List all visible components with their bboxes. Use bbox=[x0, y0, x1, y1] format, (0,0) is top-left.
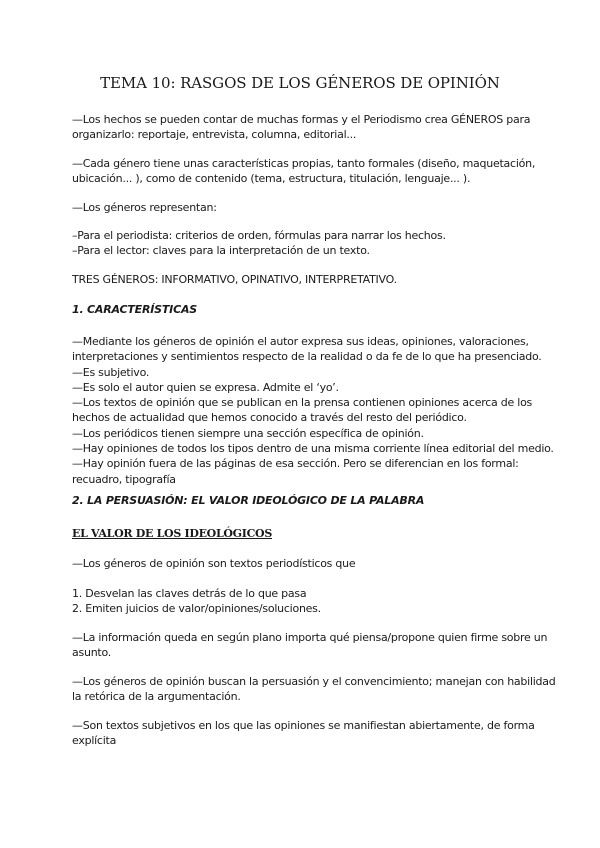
section-2-paragraph-5 bbox=[72, 718, 534, 749]
text-line: interpretaciones y sentimientos respecto de la realidad o da fe de lo que ha presenciado. bbox=[72, 350, 542, 364]
text-line: –Para el periodista: criterios de orden, fórmulas para narrar los hechos. bbox=[72, 229, 446, 242]
text-line: —Los hechos se pueden contar de muchas formas y el Periodismo crea GÉNEROS para bbox=[72, 113, 531, 126]
section-2-subheading: EL VALOR DE LOS IDEOLÓGICOS bbox=[72, 527, 272, 540]
section-2-paragraph-1 bbox=[72, 556, 534, 571]
text-line: explícita bbox=[72, 734, 117, 748]
text-line: la retórica de la argumentación. bbox=[72, 690, 241, 704]
text-line: —Los géneros de opinión buscan la persuasión y el convencimiento; manejan con habilidad bbox=[72, 675, 556, 688]
text-line: —Los géneros de opinión son textos periodísticos que bbox=[72, 557, 356, 570]
text-line: —Los géneros representan: bbox=[72, 201, 217, 214]
text-line: —Son textos subjetivos en los que las opiniones se manifiestan abiertamente, de forma bbox=[72, 719, 535, 732]
section-1-body bbox=[72, 334, 554, 487]
text-line: —Cada género tiene unas características propias, tanto formales (diseño, maquetación, bbox=[72, 157, 536, 170]
text-line: —Los periódicos tienen siempre una sección específica de opinión. bbox=[72, 426, 424, 440]
page-title: TEMA 10: RASGOS DE LOS GÉNEROS DE OPINIÓN bbox=[100, 74, 500, 92]
text-line: —Es subjetivo. bbox=[72, 365, 150, 379]
intro-paragraph-1 bbox=[72, 112, 534, 143]
section-2-paragraph-4 bbox=[72, 674, 556, 705]
text-line: organizarlo: reportaje, entrevista, columna, editorial... bbox=[72, 128, 357, 142]
list-item: 2. Emiten juicios de valor/opiniones/soluciones. bbox=[72, 602, 321, 616]
section-1-heading: 1. CARACTERÍSTICAS bbox=[72, 303, 197, 316]
section-2-paragraph-3 bbox=[72, 630, 548, 661]
text-line: —Mediante los géneros de opinión el autor expresa sus ideas, opiniones, valoraciones, bbox=[72, 335, 529, 348]
text-line: ubicación... ), como de contenido (tema, estructura, titulación, lenguaje... ). bbox=[72, 172, 471, 186]
text-line: hechos de actualidad que hemos conocido a través del resto del periódico. bbox=[72, 411, 467, 425]
section-2-heading: 2. LA PERSUASIÓN: EL VALOR IDEOLÓGICO DE LA PALABRA bbox=[72, 494, 425, 507]
intro-paragraph-4 bbox=[72, 228, 534, 259]
list-item: 1. Desvelan las claves detrás de lo que pasa bbox=[72, 587, 307, 600]
text-line: –Para el lector: claves para la interpretación de un texto. bbox=[72, 244, 370, 258]
text-line: asunto. bbox=[72, 646, 112, 660]
intro-paragraph-5 bbox=[72, 272, 534, 287]
text-line: TRES GÉNEROS: INFORMATIVO, OPINATIVO, INTERPRETATIVO. bbox=[72, 273, 397, 286]
section-2-list bbox=[72, 586, 534, 617]
intro-paragraph-2 bbox=[72, 156, 534, 187]
text-line: recuadro, tipografía bbox=[72, 472, 176, 486]
text-line: —La información queda en según plano importa qué piensa/propone quien firme sobre un bbox=[72, 631, 548, 644]
text-line: —Es solo el autor quien se expresa. Admite el ‘yo’. bbox=[72, 380, 339, 394]
intro-paragraph-3 bbox=[72, 200, 534, 215]
text-line: —Los textos de opinión que se publican en la prensa contienen opiniones acerca de los bbox=[72, 396, 533, 410]
text-line: —Hay opinión fuera de las páginas de esa sección. Pero se diferencian en los formal: bbox=[72, 457, 519, 471]
text-line: —Hay opiniones de todos los tipos dentro de una misma corriente línea editorial del medio. bbox=[72, 442, 554, 456]
